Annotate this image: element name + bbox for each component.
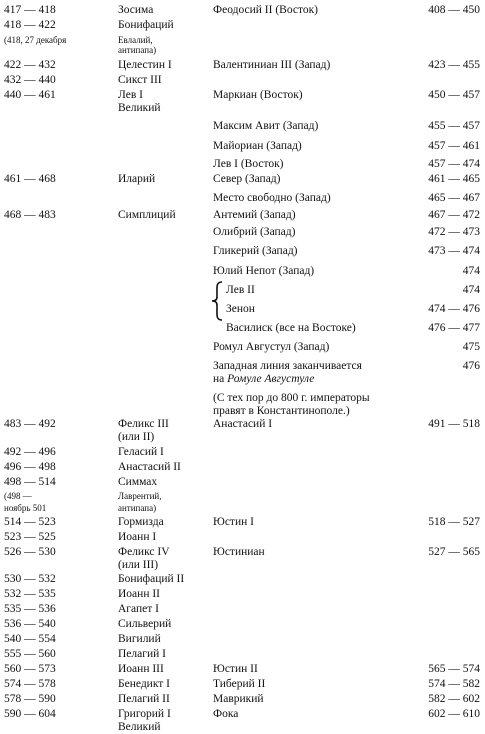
emperor-reign-dates: 476 — 477 [428, 322, 480, 334]
pope-name: антипапа) [118, 45, 157, 55]
emperor-reign-dates: 518 — 527 [428, 516, 480, 528]
pope-reign-dates: 535 — 536 [4, 603, 56, 615]
pope-name: Феликс III [118, 418, 169, 430]
emperor-name: Майориан (Запад) [213, 140, 302, 152]
western-line-end-line1: Западная линия заканчивается [213, 360, 362, 372]
emperor-name: Валентиниан III (Запад) [213, 59, 331, 71]
emperor-reign-dates: 565 — 574 [428, 663, 480, 675]
pope-name: (или III) [118, 559, 159, 571]
western-line-end-line2 [213, 374, 314, 386]
emperor-name: Юстин II [213, 663, 258, 675]
emperor-reign-dates: 455 — 457 [428, 120, 480, 132]
pope-name: антипапа) [118, 503, 157, 513]
pope-reign-dates: 498 — 514 [4, 476, 56, 488]
pope-reign-dates: 418 — 422 [4, 19, 56, 31]
pope-name: Великий [118, 102, 161, 114]
pope-reign-dates: 492 — 496 [4, 446, 56, 458]
pope-name: Бонифаций II [118, 573, 185, 585]
emperor-reign-dates: 467 — 472 [428, 209, 480, 221]
after-800-note-line1: (С тех пор до 800 г. императоры [213, 392, 370, 404]
emperor-name: Зенон [226, 303, 255, 315]
emperor-reign-dates: 457 — 461 [428, 140, 480, 152]
pope-reign-dates: 578 — 590 [4, 693, 56, 705]
pope-name: Лаврентий, [118, 491, 162, 501]
emperor-name: Юстиниан [213, 546, 265, 558]
emperor-reign-dates: 602 — 610 [428, 708, 480, 720]
emperor-name: Ромул Августул (Запад) [213, 341, 330, 353]
pope-name: Великий [118, 721, 161, 733]
after-800-note-line2: правят в Константинополе.) [213, 405, 350, 417]
western-line-end-year: 476 [462, 360, 480, 372]
emperor-reign-dates: 472 — 473 [428, 226, 480, 238]
pope-name: (или II) [118, 431, 155, 443]
emperor-name: Максим Авит (Запад) [213, 120, 319, 132]
pope-reign-dates: 496 — 498 [4, 461, 56, 473]
pope-name: Пелагий I [118, 648, 166, 660]
emperor-name: Юстин I [213, 516, 254, 528]
emperor-name: Север (Запад) [213, 173, 281, 185]
pope-reign-dates: 532 — 535 [4, 588, 56, 600]
emperor-reign-dates: 491 — 518 [428, 418, 480, 430]
emperor-reign-dates: 473 — 474 [428, 245, 480, 257]
emperor-reign-dates: 461 — 465 [428, 173, 480, 185]
emperor-reign-dates: 574 — 582 [428, 678, 480, 690]
pope-reign-dates: 540 — 554 [4, 633, 56, 645]
pope-reign-dates: 523 — 525 [4, 531, 56, 543]
emperor-name: Анастасий I [213, 418, 273, 430]
emperor-name: Лев I (Восток) [213, 158, 284, 170]
pope-reign-dates: 530 — 532 [4, 573, 56, 585]
emperor-name: Лев II [226, 284, 255, 296]
brace-bracket [210, 281, 224, 321]
pope-reign-dates: 555 — 560 [4, 648, 56, 660]
pope-name: Целестин I [118, 59, 172, 71]
emperor-name: Олибрий (Запад) [213, 226, 296, 238]
pope-reign-dates: 432 — 440 [4, 74, 56, 86]
emperor-reign-dates: 582 — 602 [428, 693, 480, 705]
pope-name: Бенедикт I [118, 678, 170, 690]
pope-reign-dates: 483 — 492 [4, 418, 56, 430]
emperor-name: Антемий (Запад) [213, 209, 296, 221]
pope-reign-dates: ноябрь 501 [4, 503, 47, 513]
pope-name: Гормизда [118, 516, 164, 528]
emperor-reign-dates: 423 — 455 [428, 59, 480, 71]
pope-name: Иоанн III [118, 663, 164, 675]
pope-reign-dates: 574 — 578 [4, 678, 56, 690]
pope-name: Симмах [118, 476, 158, 488]
pope-reign-dates: (418, 27 декабря [4, 35, 67, 45]
emperor-name: Фока [213, 708, 239, 720]
pope-reign-dates: 468 — 483 [4, 209, 56, 221]
pope-reign-dates: 560 — 573 [4, 663, 56, 675]
emperor-name: Феодосий II (Восток) [213, 4, 318, 16]
pope-name: Симплиций [118, 209, 176, 221]
emperor-name: Гликерий (Запад) [213, 245, 298, 257]
pope-name: Сикст III [118, 74, 162, 86]
pope-name: Феликс IV [118, 546, 170, 558]
pope-name: Сильверий [118, 618, 172, 630]
pope-reign-dates: 536 — 540 [4, 618, 56, 630]
emperor-reign-dates: 457 — 474 [428, 158, 480, 170]
emperor-name: Тиберий II [213, 678, 266, 690]
emperor-reign-dates: 465 — 467 [428, 192, 480, 204]
pope-reign-dates: 461 — 468 [4, 173, 56, 185]
western-line-end-emperor: Ромуле Августуле [227, 373, 315, 385]
emperor-name: Юлий Непот (Запад) [213, 265, 315, 277]
emperor-name: Место свободно (Запад) [213, 192, 331, 204]
pope-name: Пелагий II [118, 693, 170, 705]
emperor-reign-dates: 408 — 450 [428, 4, 480, 16]
pope-name: Евлалий, [118, 35, 153, 45]
pope-name: Вигилий [118, 633, 161, 645]
pope-name: Геласий I [118, 446, 164, 458]
pope-name: Григорий I [118, 708, 171, 720]
pope-reign-dates: 422 — 432 [4, 59, 56, 71]
western-line-end-prefix: на [213, 373, 225, 385]
emperor-name: Маврикий [213, 693, 264, 705]
pope-name: Лев I [118, 89, 143, 101]
pope-reign-dates: 590 — 604 [4, 708, 56, 720]
emperor-reign-dates: 475 [462, 341, 480, 353]
pope-reign-dates: 440 — 461 [4, 89, 56, 101]
emperor-reign-dates: 527 — 565 [428, 546, 480, 558]
emperor-name: Василиск (все на Востоке) [226, 322, 356, 334]
pope-reign-dates: 514 — 523 [4, 516, 56, 528]
emperor-reign-dates: 450 — 457 [428, 89, 480, 101]
pope-reign-dates: 526 — 530 [4, 546, 56, 558]
emperor-reign-dates: 474 [462, 284, 480, 296]
pope-name: Иоанн I [118, 531, 157, 543]
pope-reign-dates: 417 — 418 [4, 4, 56, 16]
pope-name: Бонифаций [118, 19, 174, 31]
pope-name: Зосима [118, 4, 154, 16]
emperor-reign-dates: 474 — 476 [428, 303, 480, 315]
emperor-name: Маркиан (Восток) [213, 89, 303, 101]
pope-reign-dates: (498 — [4, 491, 32, 501]
pope-name: Анастасий II [118, 461, 181, 473]
pope-name: Иоанн II [118, 588, 161, 600]
emperor-reign-dates: 474 [462, 265, 480, 277]
pope-name: Иларий [118, 173, 156, 185]
pope-name: Агапет I [118, 603, 159, 615]
